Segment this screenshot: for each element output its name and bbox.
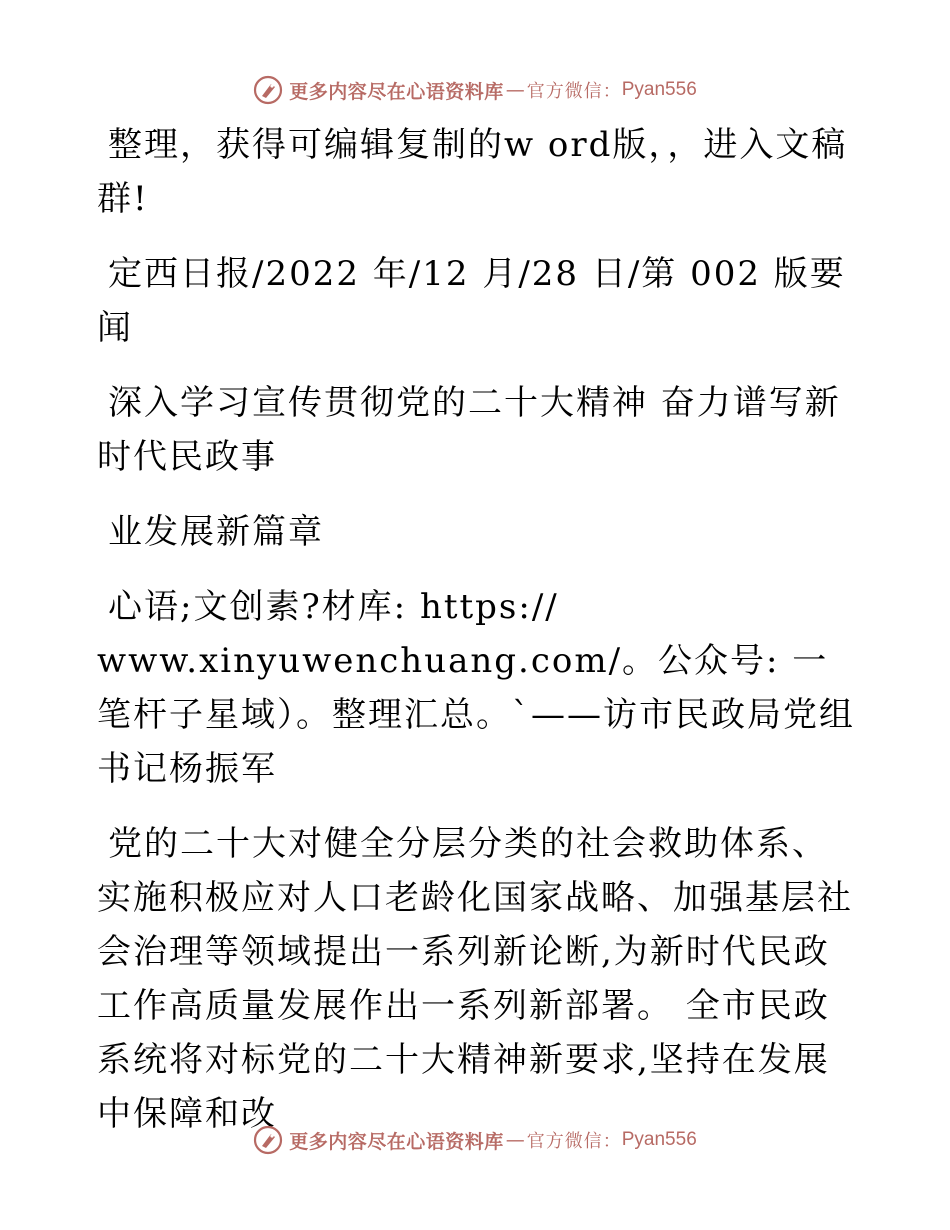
watermark-main-text: 更多内容尽在心语资料库 xyxy=(289,1130,504,1153)
pen-nib-logo-icon xyxy=(253,1125,283,1155)
document-body xyxy=(97,118,857,1162)
watermark-wechat-id: Pyan556 xyxy=(621,79,697,100)
watermark-dash: — xyxy=(505,1129,525,1151)
watermark-sub-text: 官方微信： xyxy=(526,1131,622,1152)
paragraph-interview: 心语;文创素?材库: https:// www.xinyuwenchuang.com/。公众号: 一笔杆子星域）。整理汇总。`——访市民政局党组书记杨振军 xyxy=(97,587,855,789)
paragraph-main: 党的二十大对健全分层分类的社会救助体系、实施积极应对人口老龄化国家战略、加强基层社会治理等领域提出一系列新论断,为新时代民政工作高质量发展作出一系列新部署。 全市民政系统将对标党的二十大精神新要求,坚持在发展中保障和改 xyxy=(97,824,853,1134)
watermark-main-text: 更多内容尽在心语资料库 xyxy=(289,80,504,103)
paragraph-intro: 整理，获得可编辑复制的w ord版，，进入文稿群! xyxy=(97,125,848,219)
paragraph-headline: 深入学习宣传贯彻党的二十大精神 奋力谱写新时代民政事 xyxy=(97,383,841,477)
footer-watermark xyxy=(0,1120,950,1160)
pen-nib-logo-icon xyxy=(253,75,283,105)
header-watermark xyxy=(0,70,950,110)
watermark-wechat-id: Pyan556 xyxy=(621,1129,697,1150)
watermark-dash: — xyxy=(505,79,525,101)
watermark-sub-text: 官方微信： xyxy=(526,81,622,102)
paragraph-source: 定西日报/2022 年/12 月/28 日/第 002 版要闻 xyxy=(97,254,846,348)
paragraph-headline-cont: 业发展新篇章 xyxy=(108,512,324,552)
